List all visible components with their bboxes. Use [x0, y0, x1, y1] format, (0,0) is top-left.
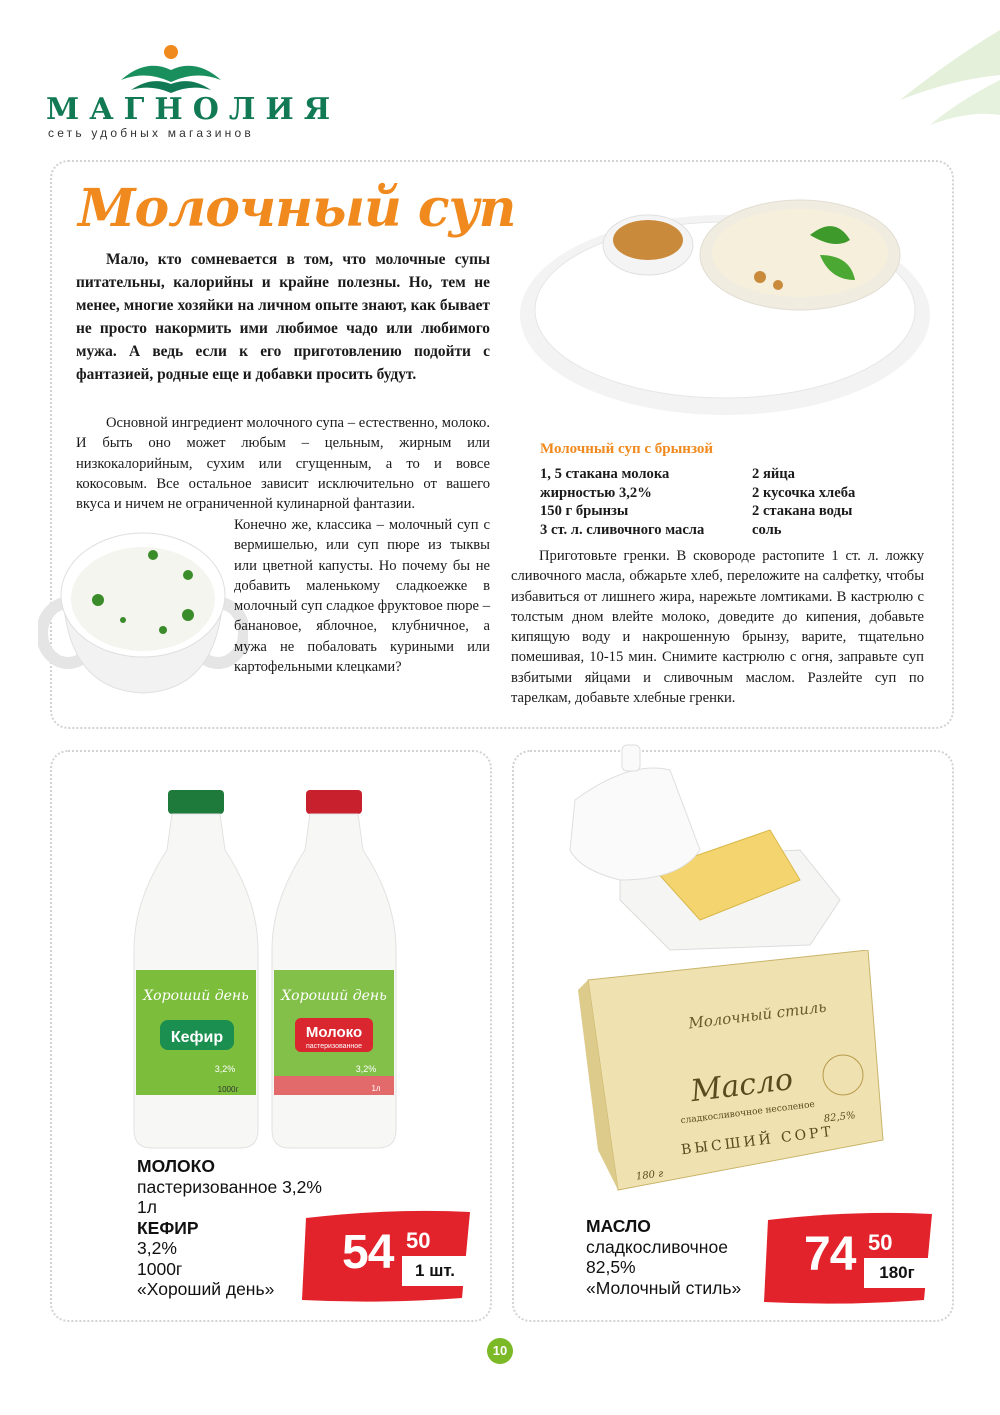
pack-title: Масло: [688, 1061, 795, 1110]
dairy-brand: «Хороший день»: [137, 1279, 275, 1299]
bottle-milk-label: Молоко: [305, 1024, 363, 1041]
pack-weight: 180 г: [635, 1168, 664, 1183]
price-rubles: 74: [804, 1228, 856, 1281]
butter-price-tag: [764, 1212, 936, 1304]
bottle-kefir-fat: 3,2%: [214, 1064, 236, 1074]
bottle-milk-sub: пастеризованное: [305, 1043, 363, 1050]
article-paragraph-1: Основной ингредиент молочного супа – естественно, молоко. И быть оно может любым – цельным, жирным или низкокалорийным, сухим или сгущенным, а то и вовсе кокосовым. Все остальное зависит исключительно от вашего вкуса и ничем не ограниченной кулинарной фантазии.: [76, 415, 490, 513]
butter-brand: «Молочный стиль»: [586, 1277, 742, 1298]
ingredient: 1, 5 стакана молока: [540, 466, 670, 482]
brand-name: МАГНОЛИЯ: [46, 92, 341, 127]
price-kopecks: 50: [406, 1228, 431, 1253]
milk-volume: 1л: [137, 1197, 157, 1217]
bottle-kefir-label: Кефир: [170, 1029, 224, 1046]
butter-fat: 82,5%: [586, 1257, 636, 1277]
page-number: 10: [487, 1338, 513, 1364]
bottle-brand: Хороший день: [281, 988, 387, 1004]
milk-desc: пастеризованное 3,2%: [137, 1176, 322, 1197]
ingredient: 2 яйца: [752, 466, 795, 482]
kefir-volume: 1000г: [137, 1258, 183, 1279]
article-lead: Мало, кто сомневается в том, что молочные супы питательны, калорийны и крайне полезны. Но, тем не менее, многие хозяйки на личном опыте знают, как бывает не просто накормить ими любимое чадо или любимого мужа. А ведь если к его приготовлению подойти с фантазией, родные еще и добавки просить будут.: [76, 251, 490, 383]
kefir-desc: 3,2%: [137, 1238, 177, 1258]
bottle-milk-fat: 3,2%: [355, 1064, 377, 1074]
ingredient: жирностью 3,2%: [540, 484, 652, 501]
ingredients-left: [540, 465, 740, 539]
butter-desc: сладкосливочное: [586, 1236, 728, 1257]
soup-plate-photo: [510, 185, 930, 425]
price-kopecks: 50: [868, 1230, 893, 1255]
leaf-decoration-icon: [840, 20, 1000, 130]
ingredient: 3 ст. л. сливочного масла: [540, 521, 705, 538]
ingredient: 2 кусочка хлеба: [752, 484, 856, 501]
pack-subtitle: сладкосливочное несоленое: [680, 1099, 816, 1127]
dairy-price-tag: [302, 1210, 474, 1302]
brand-logo: [46, 40, 341, 145]
price-unit: 180г: [864, 1258, 930, 1288]
article-title: Молочный суп: [78, 178, 516, 239]
ingredient: 2 стакана воды: [752, 503, 853, 520]
butter-dish-photo: [560, 740, 850, 955]
recipe-method: Приготовьте гренки. В сковороде растопите 1 ст. л. ложку сливочного масла, обжарьте хлеб, переложите на салфетку, чтобы избавиться от лишнего жира, нарежьте ломтиками. В кастрюлю с толстым дном влейте молоко, доведите до кипения, добавьте кипящую воду и накрошенную брынзу, варите, тщательно помешивая, 10-15 мин. Снимите кастрюлю с огня, заправьте суп взбитыми яйцами и сливочным маслом. Разлейте суп по тарелкам, добавьте хлебные гренки.: [511, 548, 924, 707]
butter-pack-photo: [578, 950, 888, 1195]
butter-name: МАСЛО: [586, 1216, 651, 1236]
ingredient: соль: [752, 521, 782, 538]
kefir-name: КЕФИР: [137, 1217, 199, 1238]
price-unit: 1 шт.: [402, 1256, 468, 1286]
milk-name: МОЛОКО: [137, 1156, 215, 1176]
butter-description: [586, 1216, 786, 1298]
brand-tagline: сеть удобных магазинов: [48, 126, 254, 140]
pack-grade: ВЫСШИЙ СОРТ: [680, 1123, 835, 1159]
pack-brand: Молочный стиль: [687, 997, 828, 1033]
bottle-kefir-volume: 1000г: [217, 1085, 239, 1094]
ingredient: 150 г брынзы: [540, 503, 629, 520]
bottle-brand: Хороший день: [143, 988, 249, 1004]
recipe-title: Молочный суп с брынзой: [540, 441, 714, 457]
price-rubles: 54: [342, 1226, 394, 1279]
soup-cup-photo: [38, 515, 248, 700]
bottles-photo: [130, 790, 410, 1150]
pack-fat: 82,5%: [823, 1110, 857, 1125]
article-paragraph-2: Конечно же, классика – молочный суп с вермишелью, или суп пюре из тыквы или цветной капусты. Но почему бы не добавить маленькому сладкоежке в молочный суп сладкое фруктовое пюре – банановое, яблочное, клубничное, а мужа не побаловать куриными или картофельными клецками?: [234, 517, 490, 676]
magnolia-flower-icon: [116, 40, 226, 95]
bottle-milk-volume: 1л: [371, 1084, 381, 1093]
ingredients-right: [752, 465, 922, 539]
